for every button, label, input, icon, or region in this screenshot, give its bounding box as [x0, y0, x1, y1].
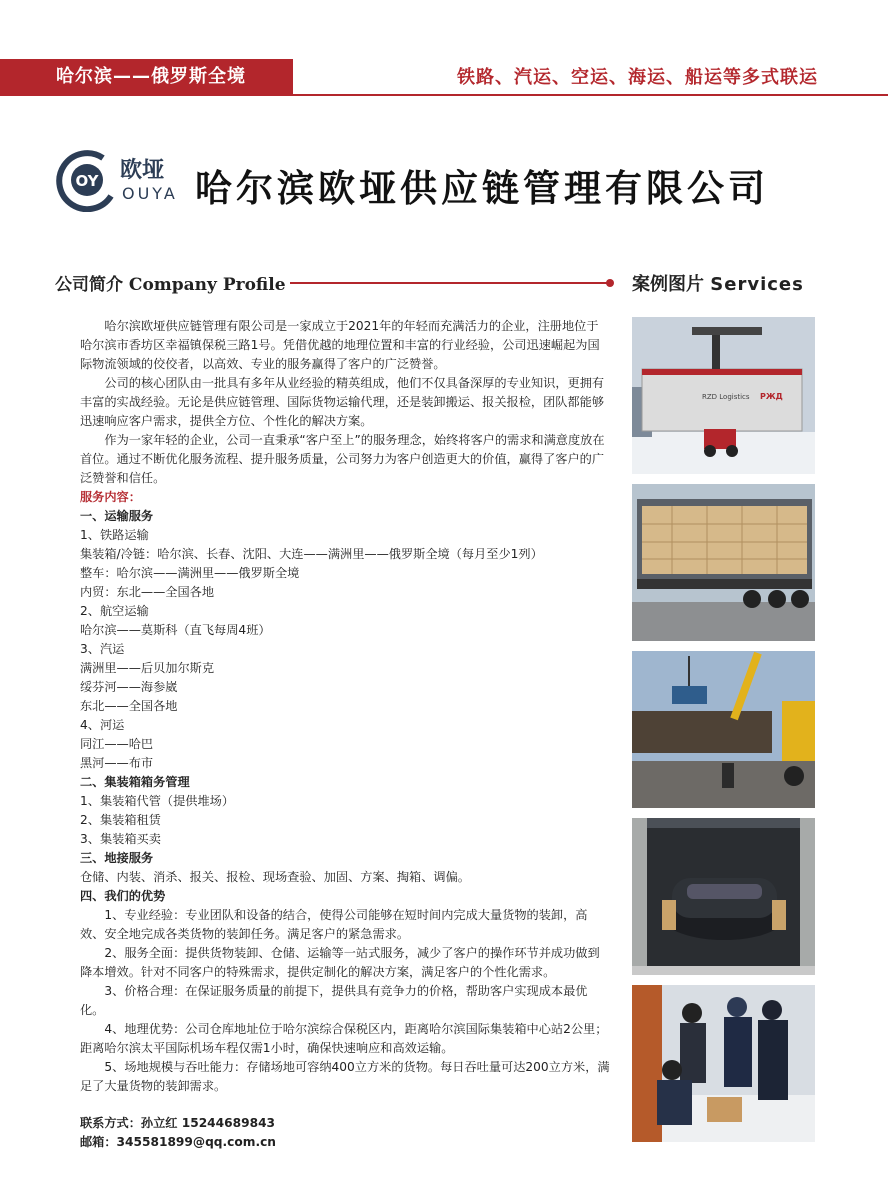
transport-heading: 一、运输服务 [80, 509, 154, 523]
email-info: 邮箱：345581899@qq.com.cn [80, 1135, 276, 1149]
banner-rule [0, 94, 888, 96]
ground-text: 仓储、内装、消杀、报关、报检、现场查验、加固、方案、掏箱、调偏。 [80, 870, 470, 884]
cases-title [632, 270, 804, 296]
logo-mark-text: OY [75, 172, 99, 190]
container-item: 2、集装箱租赁 [80, 813, 161, 827]
loaded-truck-photo [632, 484, 815, 641]
car-in-container-photo [632, 818, 815, 975]
transport-modes-banner: 铁路、汽运、空运、海运、船运等多式联运 [457, 67, 818, 88]
services-heading: 服务内容： [80, 490, 141, 504]
air-item: 哈尔滨——莫斯科（直飞每周4班） [80, 623, 271, 637]
advantage-item: 4、地理优势：公司仓库地址位于哈尔滨综合保税区内，距离哈尔滨国际集装箱中心站2公里；距离哈尔滨太平国际机场车程仅需1小时，确保快速响应和高效运输。 [80, 1022, 608, 1055]
advantage-heading: 四、我们的优势 [80, 889, 166, 903]
profile-content [80, 317, 610, 1152]
container-item: 1、集装箱代管（提供堆场） [80, 794, 235, 808]
rail-item: 内贸：东北——全国各地 [80, 585, 215, 599]
logo-english: OUYA [122, 184, 178, 203]
profile-title-cn: 公司简介 [55, 275, 129, 295]
rail-item: 集装箱/冷链：哈尔滨、长春、沈阳、大连——满洲里——俄罗斯全境（每月至少1列） [80, 547, 543, 561]
route-banner: 哈尔滨——俄罗斯全境 [0, 59, 293, 95]
river-title: 4、河运 [80, 718, 125, 732]
road-item: 东北——全国各地 [80, 699, 178, 713]
profile-paragraph: 公司的核心团队由一批具有多年从业经验的精英组成，他们不仅具备深厚的专业知识，更拥有丰富的实战经验。无论是供应链管理、国际货物运输代理，还是装卸搬运、报关报检，团队都能够迅速响应客户需求，提供全方位、个性化的解决方案。 [80, 376, 605, 428]
team-inspection-photo [632, 985, 815, 1142]
advantage-item: 2、服务全面：提供货物装卸、仓储、运输等一站式服务，减少了客户的操作环节并成功做到降本增效。针对不同客户的特殊需求，提供定制化的解决方案，满足客户的个性化需求。 [80, 946, 600, 979]
section-divider-dot [606, 279, 614, 287]
logo-mark-icon [53, 150, 123, 212]
road-title: 3、汽运 [80, 642, 125, 656]
profile-paragraph: 作为一家年轻的企业，公司一直秉承“客户至上”的服务理念，始终将客户的需求和满意度放在首位。通过不断优化服务流程、提升服务质量，公司努力为客户创造更大的价值，赢得了客户的广泛赞誉和信任。 [80, 433, 605, 485]
ground-heading: 三、地接服务 [80, 851, 154, 865]
rail-item: 整车：哈尔滨——满洲里——俄罗斯全境 [80, 566, 300, 580]
section-divider [290, 282, 612, 284]
container-brand-mark: РЖД [760, 392, 783, 401]
contact-info: 联系方式：孙立红 15244689843 [80, 1116, 276, 1130]
air-title: 2、航空运输 [80, 604, 149, 618]
container-heading: 二、集装箱箱务管理 [80, 775, 190, 789]
company-name: 哈尔滨欧垭供应链管理有限公司 [195, 167, 769, 210]
profile-title-en: Company Profile [128, 275, 286, 295]
profile-title [55, 270, 286, 295]
container-logistics-mark: RZD Logistics [702, 393, 750, 401]
cases-title-cn: 案例图片 [632, 274, 711, 295]
road-item: 满洲里——后贝加尔斯克 [80, 661, 215, 675]
logo-chinese: 欧垭 [120, 158, 165, 183]
container-item: 3、集装箱买卖 [80, 832, 161, 846]
rail-title: 1、铁路运输 [80, 528, 149, 542]
reach-stacker-container-photo [632, 317, 815, 474]
crane-rail-loading-photo [632, 651, 815, 808]
advantage-item: 3、价格合理：在保证服务质量的前提下，提供具有竞争力的价格，帮助客户实现成本最优化。 [80, 984, 588, 1017]
cases-title-en: Services [710, 274, 804, 295]
profile-paragraph: 哈尔滨欧垭供应链管理有限公司是一家成立于2021年的年轻而充满活力的企业，注册地位于哈尔滨市香坊区幸福镇保税三路1号。凭借优越的地理位置和丰富的行业经验，公司迅速崛起为国际物流领域的佼佼者，以高效、专业的服务赢得了客户的广泛赞誉。 [80, 319, 600, 371]
advantage-item: 1、专业经验：专业团队和设备的结合，使得公司能够在短时间内完成大量货物的装卸，高效、安全地完成各类货物的装卸任务。满足客户的紧急需求。 [80, 908, 588, 941]
road-item: 绥芬河——海参崴 [80, 680, 178, 694]
river-item: 黑河——布市 [80, 756, 154, 770]
river-item: 同江——哈巴 [80, 737, 154, 751]
advantage-item: 5、场地规模与吞吐能力：存储场地可容纳400立方米的货物。每日吞吐量可达200立方米，满足了大量货物的装卸需求。 [80, 1060, 610, 1093]
